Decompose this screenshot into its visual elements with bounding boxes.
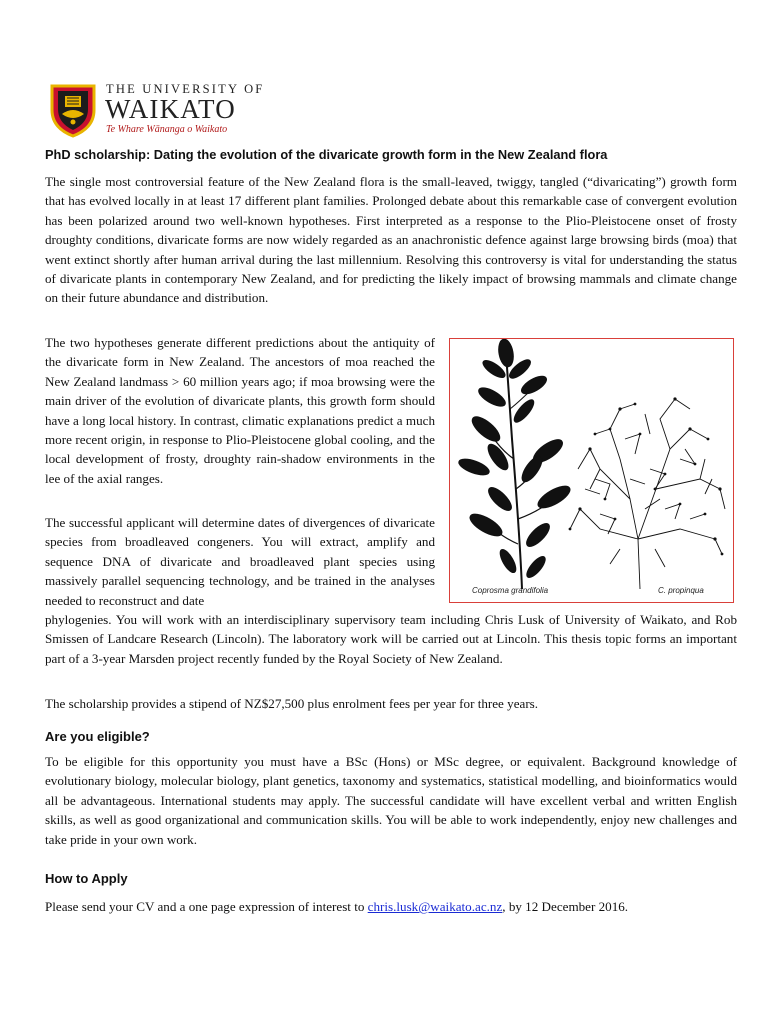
apply-text-before: Please send your CV and a one page expression of interest to [45,899,368,914]
apply-text-after: , by 12 December 2016. [502,899,629,914]
applicant-paragraph-part2: phylogenies. You will work with an interdisciplinary supervisory team including Chris Lusk of University of Waikato, and Rob Smissen of Landcare Research (Lincoln). The laboratory work will be carried out at Lincoln. This thesis topic forms an important part of a 3-year Marsden project recently funded by the Royal Society of New Zealand. [45,612,737,666]
logo-line-1: THE UNIVERSITY OF [106,82,265,96]
university-crest-icon [48,82,98,138]
eligible-paragraph: To be eligible for this opportunity you must have a BSc (Hons) or MSc degree, or equivalent. Background knowledge of evolutionary biology, molecular biology, plant genetics, taxonomy and systematics, statistical modelling, and bioinformatics would all be advantageous. International students may apply. The successful candidate will have excellent verbal and written English skills, as well as good organizational and communication skills. You will be able to work independently, enjoy new challenges and take pride in your own work. [45,754,737,847]
eligible-heading: Are you eligible? [45,729,150,744]
university-logo [48,80,265,140]
plant-figure [449,338,734,603]
figure-caption-left: Coprosma grandifolia [472,586,549,595]
logo-wordmark: WAIKATO [105,94,236,124]
figure-caption-right: C. propinqua [658,586,704,595]
logo-motto: Te Whare Wānanga o Waikato [106,124,228,135]
stipend-paragraph: The scholarship provides a stipend of NZ$27,500 plus enrolment fees per year for three years. [45,696,539,711]
hypotheses-paragraph: The two hypotheses generate different predictions about the antiquity of the divaricate form in New Zealand. The ancestors of moa reached the New Zealand landmass > 60 million years ago; if moa browsing were the main driver of the evolution of divaricate plants, this growth form should have a long local history. In contrast, climatic explanations predict a much more recent origin, in response to Plio-Pleistocene global cooling, and the local development of frosty, droughty rain-shadow environments in the lee of the axial ranges. [45,335,435,486]
plant-illustration [450,339,733,602]
email-link[interactable]: chris.lusk@waikato.ac.nz [367,899,503,914]
page-title: PhD scholarship: Dating the evolution of the divaricate growth form in the New Zealand flora [45,147,608,162]
apply-paragraph [45,897,737,916]
intro-paragraph: The single most controversial feature of the New Zealand flora is the small-leaved, twiggy, tangled (“divaricating”) growth form that has evolved locally in at least 17 different plant families. Prolonged debate about this remarkable case of convergent evolution has been polarized around two well-known hypotheses. First interpreted as a response to the Plio-Pleistocene onset of frosty droughty conditions, divaricate forms are now widely regarded as an anachronistic defence against large browsing birds (moa) that went extinct shortly after human arrival during the last millennium. Resolving this controversy is vital for understanding the status of divaricate plants in contemporary New Zealand, and for predicting the likely impact of browsing mammals and climate change on their future abundance and distribution. [45,174,737,306]
applicant-paragraph-part1: The successful applicant will determine dates of divergences of divaricate species from broadleaved congeners. You will extract, amplify and sequence DNA of divaricate and broadleaved plant species using massively parallel sequencing technology, and be trained in the analyses needed to reconstruct and date [45,515,435,608]
apply-heading: How to Apply [45,871,128,886]
